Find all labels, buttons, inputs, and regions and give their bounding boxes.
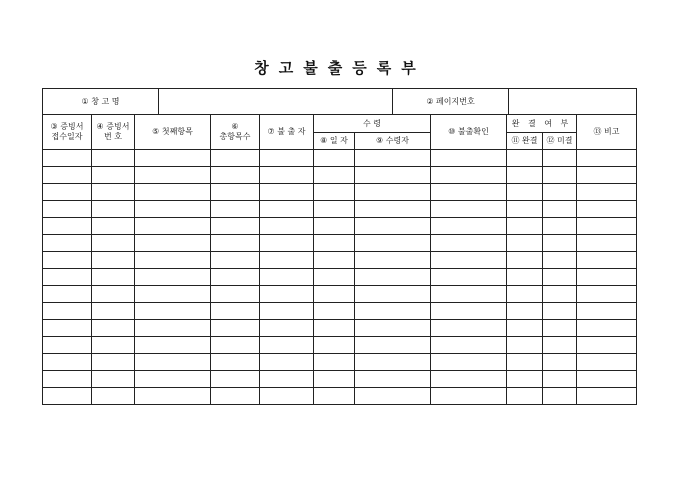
receiver-cell[interactable]: [355, 269, 431, 286]
warehouse-name-label: ① 창 고 명: [43, 89, 159, 115]
date-cell[interactable]: [314, 167, 355, 184]
receiver-cell[interactable]: [355, 150, 431, 167]
date-cell[interactable]: [314, 388, 355, 405]
issuer-cell[interactable]: [260, 269, 314, 286]
issuer-cell[interactable]: [260, 252, 314, 269]
issue-register-table: [42, 114, 637, 405]
receiver-cell[interactable]: [355, 218, 431, 235]
total-items-cell[interactable]: [211, 150, 260, 167]
voucher-number-cell[interactable]: [92, 184, 135, 201]
incomplete-header: ⑫ 미결: [543, 133, 577, 150]
remarks-cell[interactable]: [577, 337, 637, 354]
total-items-cell[interactable]: [211, 201, 260, 218]
table-row: [43, 388, 637, 405]
receiver-cell[interactable]: [355, 167, 431, 184]
voucher-number-cell[interactable]: [92, 320, 135, 337]
table-row: [43, 286, 637, 303]
date-cell[interactable]: [314, 184, 355, 201]
issuer-cell[interactable]: [260, 320, 314, 337]
issue-confirm-cell[interactable]: [431, 235, 507, 252]
voucher-number-cell[interactable]: [92, 167, 135, 184]
table-row: [43, 354, 637, 371]
receipt-date-cell[interactable]: [43, 371, 92, 388]
date-cell[interactable]: [314, 218, 355, 235]
issuer-cell[interactable]: [260, 167, 314, 184]
incomplete-cell[interactable]: [543, 184, 577, 201]
incomplete-cell[interactable]: [543, 150, 577, 167]
issue-confirm-cell[interactable]: [431, 286, 507, 303]
receiver-cell[interactable]: [355, 286, 431, 303]
completed-cell[interactable]: [507, 218, 543, 235]
issue-confirm-cell[interactable]: [431, 150, 507, 167]
total-items-cell[interactable]: [211, 184, 260, 201]
completed-cell[interactable]: [507, 320, 543, 337]
incomplete-cell[interactable]: [543, 269, 577, 286]
completed-cell[interactable]: [507, 167, 543, 184]
receiver-cell[interactable]: [355, 388, 431, 405]
date-header: ⑧ 일 자: [314, 133, 355, 150]
table-row: [43, 201, 637, 218]
voucher-number-cell[interactable]: [92, 337, 135, 354]
remarks-header: ⑬ 비고: [577, 115, 637, 150]
receipt-date-cell[interactable]: [43, 337, 92, 354]
issuer-cell[interactable]: [260, 337, 314, 354]
receipt-date-cell[interactable]: [43, 167, 92, 184]
issuer-cell[interactable]: [260, 150, 314, 167]
issuer-cell[interactable]: [260, 354, 314, 371]
remarks-cell[interactable]: [577, 252, 637, 269]
page-number-field[interactable]: [509, 89, 637, 115]
first-item-cell[interactable]: [135, 320, 211, 337]
first-item-cell[interactable]: [135, 286, 211, 303]
completed-header: ⑪ 완결: [507, 133, 543, 150]
issuer-cell[interactable]: [260, 201, 314, 218]
table-row: [43, 269, 637, 286]
header-info-table: [42, 88, 637, 115]
voucher-number-cell[interactable]: [92, 303, 135, 320]
remarks-cell[interactable]: [577, 150, 637, 167]
incomplete-cell[interactable]: [543, 201, 577, 218]
issue-confirm-cell[interactable]: [431, 167, 507, 184]
remarks-cell[interactable]: [577, 371, 637, 388]
receiver-cell[interactable]: [355, 320, 431, 337]
table-row: [43, 320, 637, 337]
receipt-date-cell[interactable]: [43, 218, 92, 235]
total-items-cell[interactable]: [211, 167, 260, 184]
voucher-number-cell[interactable]: [92, 269, 135, 286]
completed-cell[interactable]: [507, 184, 543, 201]
completed-cell[interactable]: [507, 388, 543, 405]
issue-confirm-cell[interactable]: [431, 252, 507, 269]
receiver-cell[interactable]: [355, 337, 431, 354]
voucher-number-cell[interactable]: [92, 218, 135, 235]
completed-cell[interactable]: [507, 303, 543, 320]
first-item-cell[interactable]: [135, 252, 211, 269]
voucher-number-cell[interactable]: [92, 286, 135, 303]
receiver-cell[interactable]: [355, 252, 431, 269]
issuer-cell[interactable]: [260, 235, 314, 252]
receipt-date-cell[interactable]: [43, 150, 92, 167]
voucher-number-cell[interactable]: [92, 388, 135, 405]
voucher-number-cell[interactable]: [92, 201, 135, 218]
completed-cell[interactable]: [507, 150, 543, 167]
voucher-number-cell[interactable]: [92, 371, 135, 388]
date-cell[interactable]: [314, 150, 355, 167]
incomplete-cell[interactable]: [543, 388, 577, 405]
table-row: [43, 150, 637, 167]
receipt-date-cell[interactable]: [43, 388, 92, 405]
issuer-cell[interactable]: [260, 388, 314, 405]
first-item-cell[interactable]: [135, 218, 211, 235]
remarks-cell[interactable]: [577, 218, 637, 235]
completed-cell[interactable]: [507, 371, 543, 388]
receipt-date-cell[interactable]: [43, 235, 92, 252]
issue-confirm-cell[interactable]: [431, 354, 507, 371]
incomplete-cell[interactable]: [543, 337, 577, 354]
remarks-cell[interactable]: [577, 184, 637, 201]
total-items-cell[interactable]: [211, 371, 260, 388]
page-number-label: ② 페이지번호: [393, 89, 509, 115]
incomplete-cell[interactable]: [543, 235, 577, 252]
receipt-date-cell[interactable]: [43, 269, 92, 286]
date-cell[interactable]: [314, 371, 355, 388]
date-cell[interactable]: [314, 354, 355, 371]
receipt-date-cell[interactable]: [43, 320, 92, 337]
receipt-date-cell[interactable]: [43, 184, 92, 201]
date-cell[interactable]: [314, 235, 355, 252]
table-row: [43, 337, 637, 354]
voucher-number-header: ④ 증빙서 번 호: [92, 115, 135, 150]
receipt-date-cell[interactable]: [43, 354, 92, 371]
incomplete-cell[interactable]: [543, 286, 577, 303]
remarks-cell[interactable]: [577, 167, 637, 184]
total-items-cell[interactable]: [211, 252, 260, 269]
receipt-date-cell[interactable]: [43, 201, 92, 218]
first-item-header: ⑤ 첫째항목: [135, 115, 211, 150]
total-items-cell[interactable]: [211, 320, 260, 337]
remarks-cell[interactable]: [577, 269, 637, 286]
issue-confirm-cell[interactable]: [431, 303, 507, 320]
receiver-cell[interactable]: [355, 303, 431, 320]
issuer-cell[interactable]: [260, 303, 314, 320]
table-row: [43, 252, 637, 269]
remarks-cell[interactable]: [577, 201, 637, 218]
receiver-cell[interactable]: [355, 371, 431, 388]
completed-cell[interactable]: [507, 337, 543, 354]
first-item-cell[interactable]: [135, 235, 211, 252]
completed-cell[interactable]: [507, 201, 543, 218]
issuer-cell[interactable]: [260, 286, 314, 303]
total-items-cell[interactable]: [211, 218, 260, 235]
issuer-header: ⑦ 불 출 자: [260, 115, 314, 150]
total-items-cell[interactable]: [211, 337, 260, 354]
issuer-cell[interactable]: [260, 184, 314, 201]
issue-confirm-cell[interactable]: [431, 201, 507, 218]
remarks-cell[interactable]: [577, 303, 637, 320]
receipt-date-header: ③ 증빙서 접수일자: [43, 115, 92, 150]
page-title: 창고불출등록부: [254, 59, 426, 77]
receiver-cell[interactable]: [355, 201, 431, 218]
receipt-date-cell[interactable]: [43, 252, 92, 269]
total-items-cell[interactable]: [211, 269, 260, 286]
remarks-cell[interactable]: [577, 235, 637, 252]
date-cell[interactable]: [314, 286, 355, 303]
issuer-cell[interactable]: [260, 371, 314, 388]
date-cell[interactable]: [314, 201, 355, 218]
date-cell[interactable]: [314, 303, 355, 320]
quantity-header: 수 령: [314, 115, 431, 133]
issue-confirm-cell[interactable]: [431, 337, 507, 354]
first-item-cell[interactable]: [135, 337, 211, 354]
first-item-cell[interactable]: [135, 167, 211, 184]
incomplete-cell[interactable]: [543, 320, 577, 337]
remarks-cell[interactable]: [577, 286, 637, 303]
issue-confirm-cell[interactable]: [431, 218, 507, 235]
issue-confirm-cell[interactable]: [431, 269, 507, 286]
receiver-cell[interactable]: [355, 354, 431, 371]
receiver-cell[interactable]: [355, 235, 431, 252]
completed-cell[interactable]: [507, 252, 543, 269]
table-row: [43, 371, 637, 388]
total-items-cell[interactable]: [211, 354, 260, 371]
date-cell[interactable]: [314, 252, 355, 269]
issuer-cell[interactable]: [260, 218, 314, 235]
receipt-date-cell[interactable]: [43, 303, 92, 320]
completed-cell[interactable]: [507, 235, 543, 252]
issue-confirm-cell[interactable]: [431, 184, 507, 201]
first-item-cell[interactable]: [135, 269, 211, 286]
receiver-cell[interactable]: [355, 184, 431, 201]
first-item-cell[interactable]: [135, 201, 211, 218]
incomplete-cell[interactable]: [543, 218, 577, 235]
receiver-header: ⑨ 수령자: [355, 133, 431, 150]
date-cell[interactable]: [314, 269, 355, 286]
issue-confirm-cell[interactable]: [431, 388, 507, 405]
remarks-cell[interactable]: [577, 354, 637, 371]
issue-confirm-cell[interactable]: [431, 320, 507, 337]
incomplete-cell[interactable]: [543, 252, 577, 269]
first-item-cell[interactable]: [135, 354, 211, 371]
voucher-number-cell[interactable]: [92, 235, 135, 252]
issue-confirm-header: ⑩ 불출확인: [431, 115, 507, 150]
completion-status-header: 완 결 여 부: [507, 115, 577, 133]
total-items-cell[interactable]: [211, 235, 260, 252]
first-item-cell[interactable]: [135, 184, 211, 201]
completed-cell[interactable]: [507, 354, 543, 371]
remarks-cell[interactable]: [577, 320, 637, 337]
incomplete-cell[interactable]: [543, 303, 577, 320]
date-cell[interactable]: [314, 337, 355, 354]
table-row: [43, 303, 637, 320]
table-row: [43, 184, 637, 201]
first-item-cell[interactable]: [135, 303, 211, 320]
first-item-cell[interactable]: [135, 371, 211, 388]
table-row: [43, 167, 637, 184]
voucher-number-cell[interactable]: [92, 252, 135, 269]
first-item-cell[interactable]: [135, 150, 211, 167]
warehouse-name-field[interactable]: [159, 89, 393, 115]
incomplete-cell[interactable]: [543, 167, 577, 184]
completed-cell[interactable]: [507, 269, 543, 286]
voucher-number-cell[interactable]: [92, 354, 135, 371]
total-items-cell[interactable]: [211, 286, 260, 303]
total-items-cell[interactable]: [211, 303, 260, 320]
receipt-date-cell[interactable]: [43, 286, 92, 303]
remarks-cell[interactable]: [577, 388, 637, 405]
completed-cell[interactable]: [507, 286, 543, 303]
table-row: [43, 235, 637, 252]
total-items-header: ⑥ 총항목수: [211, 115, 260, 150]
date-cell[interactable]: [314, 320, 355, 337]
incomplete-cell[interactable]: [543, 371, 577, 388]
first-item-cell[interactable]: [135, 388, 211, 405]
incomplete-cell[interactable]: [543, 354, 577, 371]
voucher-number-cell[interactable]: [92, 150, 135, 167]
total-items-cell[interactable]: [211, 388, 260, 405]
issue-confirm-cell[interactable]: [431, 371, 507, 388]
table-row: [43, 218, 637, 235]
